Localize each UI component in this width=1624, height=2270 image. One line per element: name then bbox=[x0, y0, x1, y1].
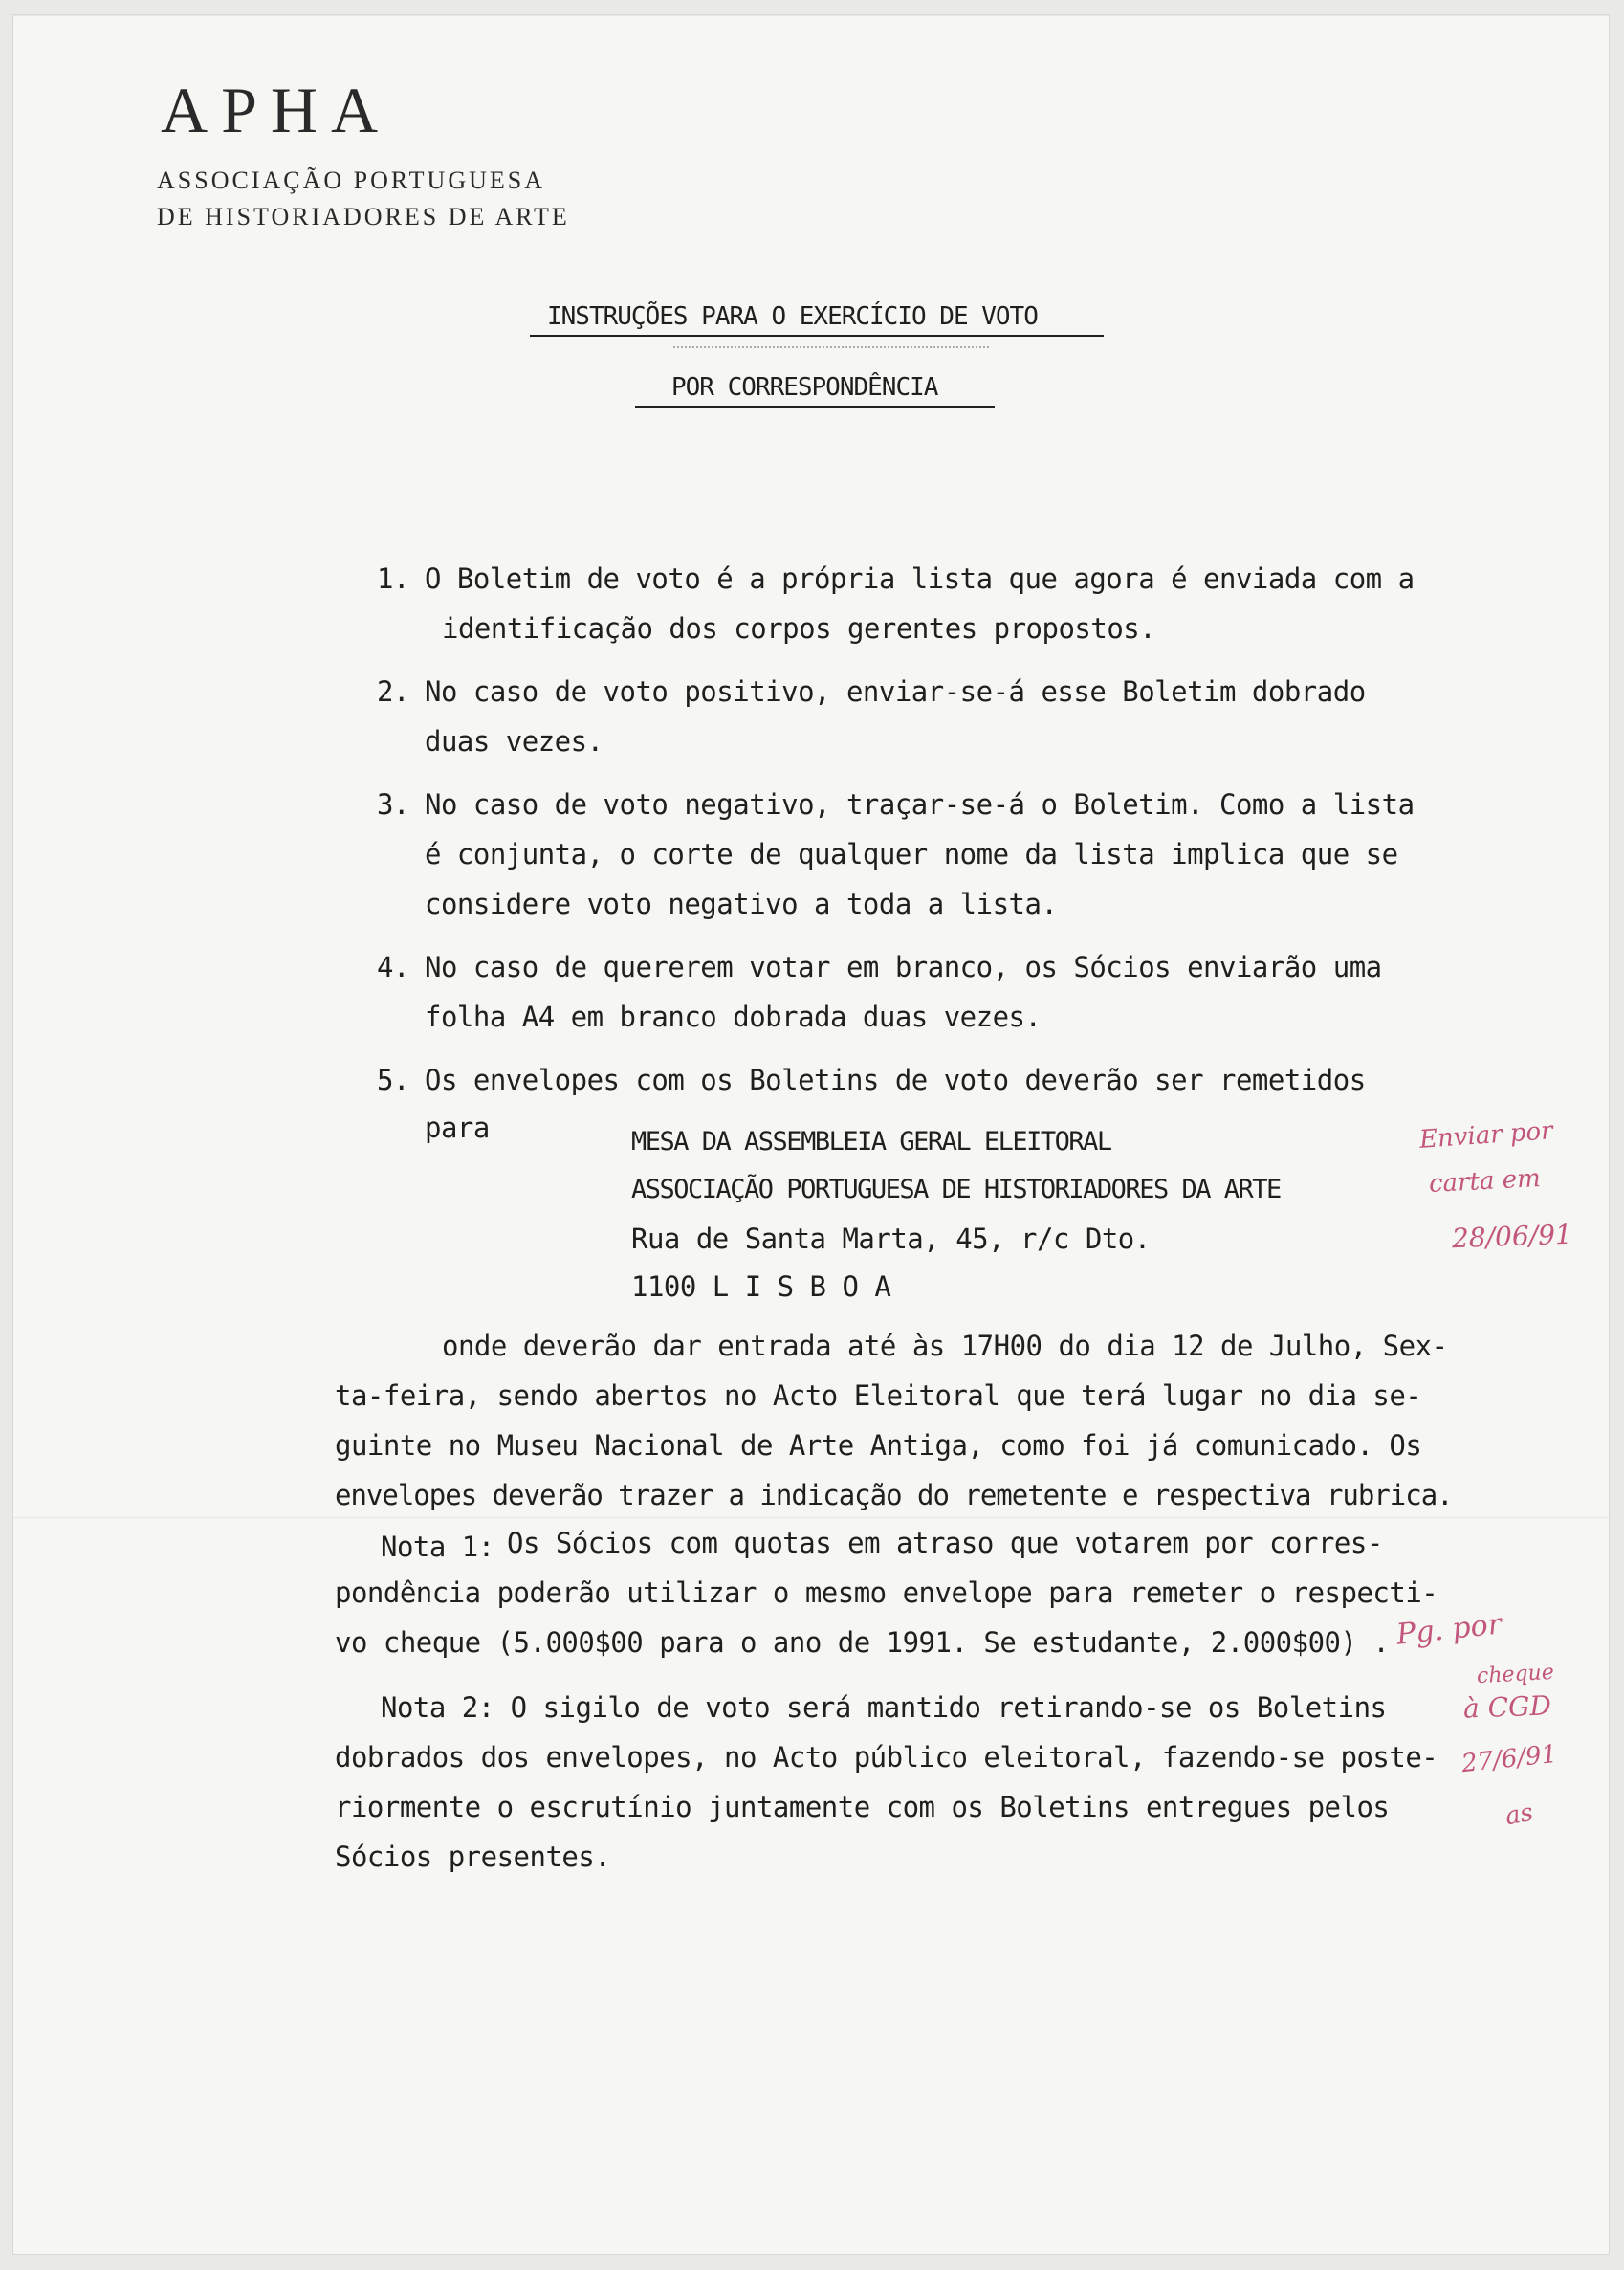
item-text: No caso de quererem votar em branco, os Sócios enviarão uma bbox=[425, 951, 1382, 983]
fold-line bbox=[13, 15, 1609, 17]
item-text: identificação dos corpos gerentes propostos. bbox=[442, 612, 1156, 645]
nota1-line: Os Sócios com quotas em atraso que votarem por corres- bbox=[507, 1527, 1383, 1559]
dotted-separator bbox=[673, 346, 989, 348]
item-text: é conjunta, o corte de qualquer nome da lista implica que se bbox=[425, 838, 1398, 871]
nota2-line: Sócios presentes. bbox=[335, 1840, 611, 1873]
item-number: 1. bbox=[377, 562, 409, 595]
title-line2: POR CORRESPONDÊNCIA bbox=[671, 373, 938, 402]
nota1-label: Nota 1: bbox=[381, 1531, 494, 1563]
item-number: 4. bbox=[377, 951, 409, 983]
address-line2: ASSOCIAÇÃO PORTUGUESA DE HISTORIADORES DA ARTE bbox=[631, 1175, 1281, 1204]
nota1-line: vo cheque (5.000$00 para o ano de 1991. Se estudante, 2.000$00) . bbox=[335, 1626, 1390, 1659]
letterhead-name-line1: ASSOCIAÇÃO PORTUGUESA bbox=[157, 166, 545, 194]
title-underline bbox=[530, 335, 1104, 337]
handwritten-note-line: Enviar por bbox=[1418, 1116, 1554, 1155]
handwritten-note-line: carta em bbox=[1428, 1163, 1542, 1200]
item-number: 5. bbox=[377, 1064, 409, 1096]
letterhead-name-line2: DE HISTORIADORES DE ARTE bbox=[157, 203, 570, 231]
nota2-line: riormente o escrutínio juntamente com os Boletins entregues pelos bbox=[335, 1791, 1390, 1823]
nota2-line: dobrados dos envelopes, no Acto público eleitoral, fazendo-se poste- bbox=[335, 1741, 1438, 1774]
item-text: para bbox=[425, 1112, 490, 1144]
paragraph-line: envelopes deverão trazer a indicação do remetente e respectiva rubrica. bbox=[335, 1479, 1453, 1511]
paragraph-line: guinte no Museu Nacional de Arte Antiga, como foi já comunicado. Os bbox=[335, 1429, 1422, 1462]
item-number: 3. bbox=[377, 788, 409, 821]
handwritten-note-line: cheque bbox=[1476, 1660, 1555, 1689]
letterhead-acronym: APHA bbox=[161, 74, 392, 146]
fold-line bbox=[13, 1517, 1609, 1519]
nota2-line: Nota 2: O sigilo de voto será mantido retirando-se os Boletins bbox=[381, 1691, 1387, 1724]
address-line3: Rua de Santa Marta, 45, r/c Dto. bbox=[631, 1223, 1151, 1255]
handwritten-note-line: Pg. por bbox=[1394, 1607, 1503, 1652]
item-text: duas vezes. bbox=[425, 725, 604, 758]
handwritten-note-line: à CGD bbox=[1462, 1689, 1552, 1725]
handwritten-note-line: 27/6/91 bbox=[1459, 1739, 1559, 1779]
item-text: folha A4 em branco dobrada duas vezes. bbox=[425, 1001, 1042, 1033]
item-text: O Boletim de voto é a própria lista que agora é enviada com a bbox=[425, 562, 1415, 595]
paragraph-line: onde deverão dar entrada até às 17H00 do dia 12 de Julho, Sex- bbox=[442, 1330, 1448, 1362]
title-underline bbox=[635, 406, 995, 408]
handwritten-note-line: as bbox=[1503, 1797, 1536, 1832]
document-page bbox=[13, 15, 1609, 2254]
paragraph-line: ta-feira, sendo abertos no Acto Eleitoral que terá lugar no dia se- bbox=[335, 1379, 1422, 1412]
item-number: 2. bbox=[377, 675, 409, 708]
item-text: Os envelopes com os Boletins de voto deverão ser remetidos bbox=[425, 1064, 1366, 1096]
item-text: No caso de voto positivo, enviar-se-á esse Boletim dobrado bbox=[425, 675, 1366, 708]
item-text: considere voto negativo a toda a lista. bbox=[425, 888, 1058, 920]
nota1-line: pondência poderão utilizar o mesmo envelope para remeter o respecti- bbox=[335, 1576, 1438, 1609]
handwritten-note-line: 28/06/91 bbox=[1451, 1218, 1573, 1255]
item-text: No caso de voto negativo, traçar-se-á o Boletim. Como a lista bbox=[425, 788, 1415, 821]
address-line4: 1100 L I S B O A bbox=[631, 1270, 891, 1303]
address-line1: MESA DA ASSEMBLEIA GERAL ELEITORAL bbox=[631, 1127, 1111, 1157]
title-line1: INSTRUÇÕES PARA O EXERCÍCIO DE VOTO bbox=[547, 302, 1038, 331]
